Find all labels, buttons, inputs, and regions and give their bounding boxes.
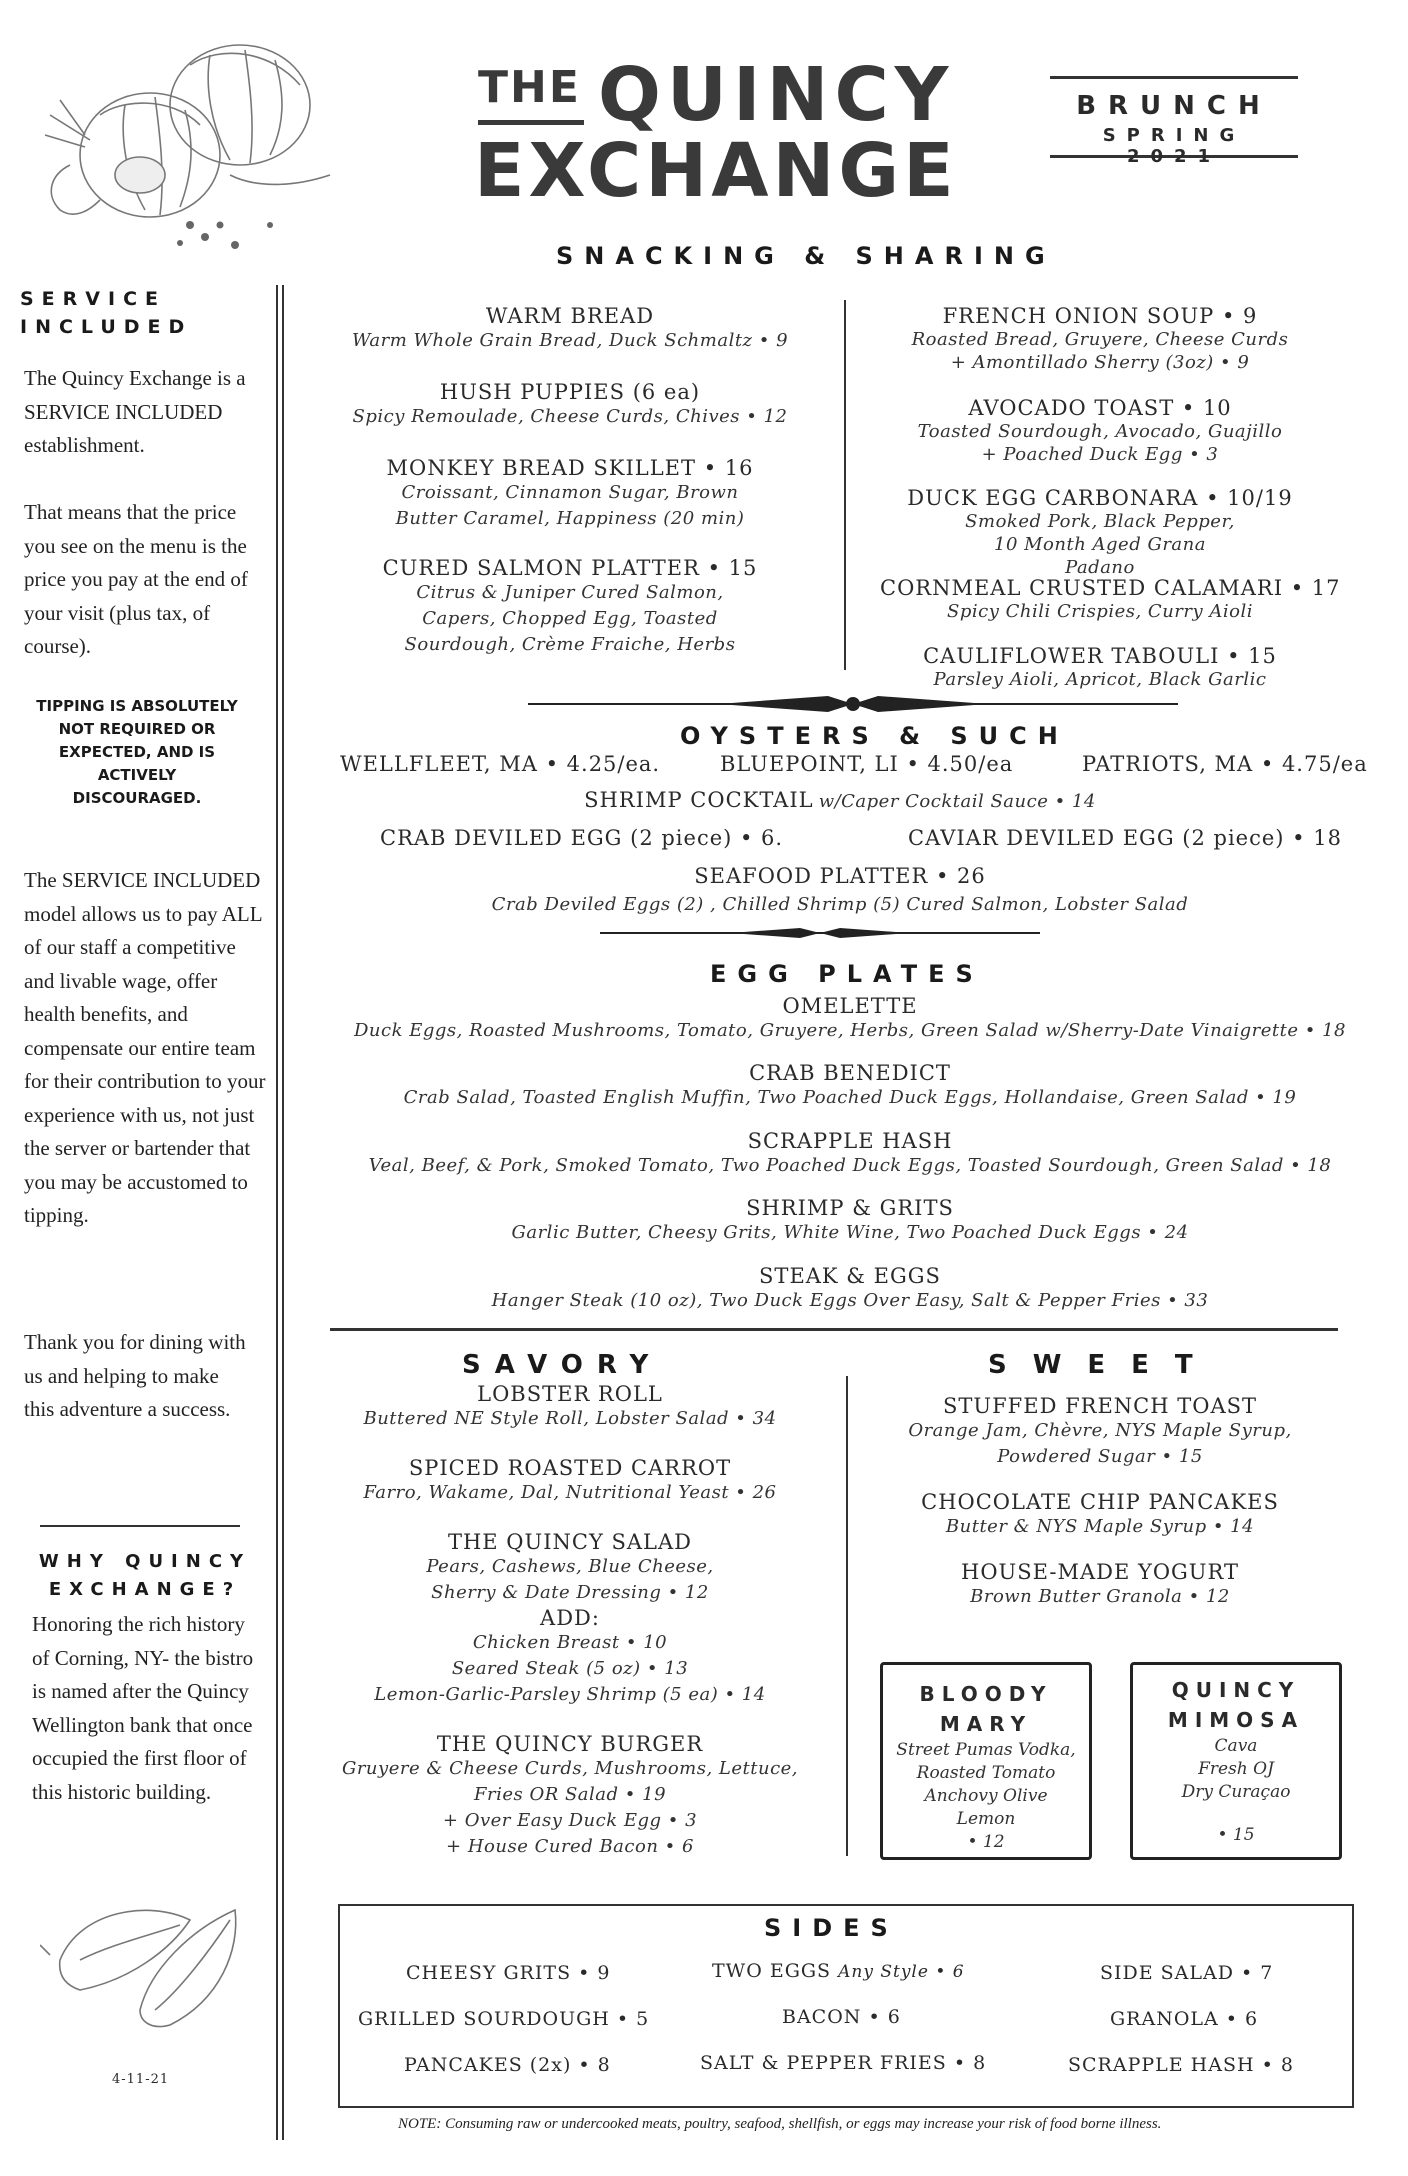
side-grilled-sourdough: GRILLED SOURDOUGH • 5 [358, 2008, 650, 2030]
pancakes-name: CHOCOLATE CHIP PANCAKES [921, 1490, 1279, 1514]
item-desc: Hanger Steak (10 oz), Two Duck Eggs Over Easy, Salt & Pepper Fries • 33 [491, 1290, 1209, 1311]
quincy-mimosa-box [1130, 1662, 1342, 1860]
item-desc: Spicy Remoulade, Cheese Curds, Chives • 12 [352, 406, 788, 427]
carrot-name: SPICED ROASTED CARROT [408, 1456, 732, 1480]
snack-avocado-toast [880, 396, 1320, 466]
add-steak: Seared Steak (5 oz) • 13 [451, 1658, 689, 1679]
item-name: AVOCADO TOAST • 10 [968, 396, 1232, 420]
item-desc: Toasted Sourdough, Avocado, Guajillo + Poached Duck Egg • 3 [917, 421, 1283, 465]
burger-add-egg: + Over Easy Duck Egg • 3 [442, 1810, 698, 1831]
service-paragraph-4: Thank you for dining with us and helping to make this adventure a success. [24, 1330, 246, 1421]
item-desc: Crab Salad, Toasted English Muffin, Two Poached Duck Eggs, Hollandaise, Green Salad • 19 [403, 1087, 1297, 1108]
item-desc: Croissant, Cinnamon Sugar, Brown Butter Caramel, Happiness (20 min) [395, 482, 745, 529]
oyster-patriots: PATRIOTS, MA • 4.75/ea [1082, 752, 1368, 776]
bloody-heading-2: MARY [939, 1712, 1033, 1736]
service-paragraph-3: The SERVICE INCLUDED model allows us to pay ALL of our staff a competitive and livable wage, offer health benefits, and compensate our entire team for their contribution to your experience with us, not just the server or bartender that you may be accustomed to tipping. [24, 868, 266, 1227]
ornamental-divider [528, 692, 1178, 716]
snacking-heading: SNACKING & SHARING [556, 242, 1056, 270]
sidebar [0, 285, 270, 341]
item-name: SHRIMP & GRITS [746, 1196, 954, 1220]
snack-hush-puppies [330, 380, 810, 430]
egg-divider [600, 926, 1040, 940]
side-scrapple-hash: SCRAPPLE HASH • 8 [1068, 2054, 1294, 2076]
savory-heading: SAVORY [462, 1350, 663, 1380]
oyster-seafood-platter [440, 864, 1240, 918]
bloody-line-3: Anchovy Olive [924, 1786, 1048, 1806]
why-quincy-heading: WHY QUINCY EXCHANGE? [38, 1551, 252, 1600]
lobster-roll-name: LOBSTER ROLL [477, 1382, 663, 1406]
menu-name: BRUNCH [1076, 91, 1272, 121]
add-label: ADD: [540, 1606, 600, 1630]
savory-section [320, 1382, 820, 1860]
item-name: CRAB BENEDICT [749, 1061, 951, 1085]
item-name: DUCK EGG CARBONARA • 10/19 [907, 486, 1293, 510]
garlic-clove-illustration [40, 1890, 250, 2040]
egg-bottom-rule [330, 1328, 1338, 1331]
savory-sweet-divider [846, 1376, 848, 1856]
carrot-desc: Farro, Wakame, Dal, Nutritional Yeast • 26 [363, 1482, 777, 1503]
why-quincy-text: Honoring the rich history of Corning, NY- the bistro is named after the Quincy Wellington bank that once occupied the first floor of this historic building. [32, 1612, 254, 1804]
item-name: STEAK & EGGS [759, 1264, 941, 1288]
side-two-eggs [712, 1960, 965, 1982]
item-desc: Smoked Pork, Black Pepper, 10 Month Aged Grana Padano [965, 511, 1235, 578]
bloody-price: • 12 [967, 1832, 1005, 1852]
menu-season: SPRING 2021 [1102, 125, 1246, 167]
quincy-salad-desc-2: Sherry & Date Dressing • 12 [431, 1582, 709, 1603]
french-toast-desc-1: Orange Jam, Chèvre, NYS Maple Syrup, [908, 1420, 1292, 1441]
french-toast-name: STUFFED FRENCH TOAST [943, 1394, 1257, 1418]
egg-scrapple-hash [330, 1129, 1370, 1179]
egg-omelette [330, 994, 1370, 1044]
french-toast-desc-2: Powdered Sugar • 15 [997, 1446, 1203, 1467]
sidebar-vertical-rule-1 [276, 285, 278, 2140]
item-name: MONKEY BREAD SKILLET • 16 [386, 456, 754, 480]
oyster-caviar-deviled-egg: CAVIAR DEVILED EGG (2 piece) • 18 [908, 826, 1342, 850]
side-bacon: BACON • 6 [782, 2006, 901, 2028]
snack-calamari [880, 576, 1341, 623]
add-shrimp: Lemon-Garlic-Parsley Shrimp (5 ea) • 14 [374, 1684, 766, 1705]
mimosa-price: • 15 [1217, 1825, 1255, 1845]
item-desc: Crab Deviled Eggs (2) , Chilled Shrimp (5) Cured Salmon, Lobster Salad [491, 894, 1189, 915]
sidebar-vertical-rule-2 [282, 285, 284, 2140]
item-desc: Parsley Aioli, Apricot, Black Garlic [933, 669, 1267, 690]
bloody-heading-1: BLOODY [919, 1682, 1053, 1706]
pancakes-desc: Butter & NYS Maple Syrup • 14 [945, 1516, 1255, 1537]
item-name: HUSH PUPPIES (6 ea) [439, 380, 701, 404]
logo-exchange: EXCHANGE [474, 128, 958, 214]
item-name: TWO EGGS [712, 1960, 832, 1982]
item-name: CORNMEAL CRUSTED CALAMARI • 17 [880, 576, 1341, 600]
mimosa-heading-1: QUINCY [1171, 1678, 1301, 1702]
snack-warm-bread [330, 304, 810, 354]
egg-crab-benedict [330, 1061, 1370, 1111]
bloody-line-2: Roasted Tomato [916, 1763, 1056, 1783]
item-desc: Any Style • 6 [838, 1962, 965, 1982]
item-desc: Warm Whole Grain Bread, Duck Schmaltz • 9 [351, 330, 789, 351]
item-desc: Spicy Chili Crispies, Curry Aioli [947, 601, 1253, 622]
quincy-burger-desc-2: Fries OR Salad • 19 [473, 1784, 667, 1805]
item-desc: Citrus & Juniper Cured Salmon, Capers, Chopped Egg, Toasted Sourdough, Crème Fraiche, Herbs [404, 582, 736, 655]
side-salad: SIDE SALAD • 7 [1100, 1962, 1274, 1984]
oyster-wellfleet: WELLFLEET, MA • 4.25/ea. [340, 752, 661, 776]
item-desc: Roasted Bread, Gruyere, Cheese Curds + Amontillado Sherry (3oz) • 9 [911, 329, 1289, 373]
item-name: SEAFOOD PLATTER • 26 [694, 864, 986, 888]
add-chicken: Chicken Breast • 10 [472, 1632, 668, 1653]
quincy-burger-desc-1: Gruyere & Cheese Curds, Mushrooms, Lettuce, [341, 1758, 799, 1779]
tipping-notice: TIPPING IS ABSOLUTELY NOT REQUIRED OR EXPECTED, AND IS ACTIVELY DISCOURAGED. [36, 697, 238, 807]
item-desc: Garlic Butter, Cheesy Grits, White Wine, Two Poached Duck Eggs • 24 [511, 1222, 1189, 1243]
mimosa-line-1: Cava [1214, 1736, 1258, 1756]
food-safety-note: NOTE: Consuming raw or undercooked meats, poultry, seafood, shellfish, or eggs may increase your risk of food borne illness. [398, 2116, 1162, 2132]
side-cheesy-grits: CHEESY GRITS • 9 [406, 1962, 611, 1984]
item-name: WARM BREAD [485, 304, 655, 328]
egg-plates-heading: EGG PLATES [710, 960, 984, 988]
logo-the: THE [478, 62, 581, 113]
snack-cured-salmon [350, 556, 790, 658]
logo-quincy: QUINCY [598, 52, 955, 138]
item-desc: Duck Eggs, Roasted Mushrooms, Tomato, Gruyere, Herbs, Green Salad w/Sherry-Date Vinaigrette • 18 [353, 1020, 1347, 1041]
logo-underline [478, 120, 584, 125]
side-granola: GRANOLA • 6 [1110, 2008, 1259, 2030]
bloody-line-4: Lemon [956, 1809, 1016, 1829]
item-name: SHRIMP COCKTAIL [584, 788, 814, 812]
yogurt-name: HOUSE-MADE YOGURT [961, 1560, 1239, 1584]
snacking-column-divider [844, 300, 846, 670]
garlic-illustration [30, 25, 350, 265]
snack-monkey-bread [350, 456, 790, 532]
sweet-section [870, 1394, 1330, 1610]
item-desc: w/Caper Cocktail Sauce • 14 [818, 791, 1096, 812]
menu-date: 4-11-21 [112, 2072, 170, 2087]
oyster-shrimp-cocktail [440, 788, 1240, 815]
burger-add-bacon: + House Cured Bacon • 6 [446, 1836, 694, 1857]
oyster-crab-deviled-egg: CRAB DEVILED EGG (2 piece) • 6. [380, 826, 784, 850]
menu-title-box [1050, 76, 1298, 167]
service-paragraph-2: That means that the price you see on the menu is the price you pay at the end of your visit (plus tax, of course). [24, 500, 248, 658]
mimosa-heading-2: MIMOSA [1167, 1708, 1305, 1732]
item-name: CURED SALMON PLATTER • 15 [382, 556, 758, 580]
snack-french-onion [880, 304, 1320, 374]
side-salt-pepper-fries: SALT & PEPPER FRIES • 8 [700, 2052, 987, 2074]
quincy-salad-desc-1: Pears, Cashews, Blue Cheese, [426, 1556, 714, 1577]
mimosa-line-2: Fresh OJ [1198, 1759, 1274, 1779]
service-paragraph-1: The Quincy Exchange is a SERVICE INCLUDED establishment. [24, 366, 246, 457]
oyster-bluepoint: BLUEPOINT, LI • 4.50/ea [720, 752, 1014, 776]
item-name: FRENCH ONION SOUP • 9 [942, 304, 1258, 328]
mimosa-line-3: Dry Curaçao [1181, 1782, 1291, 1802]
yogurt-desc: Brown Butter Granola • 12 [970, 1586, 1230, 1607]
lobster-roll-desc: Buttered NE Style Roll, Lobster Salad • 34 [363, 1408, 777, 1429]
service-included-heading: SERVICE INCLUDED [20, 288, 193, 338]
snack-duck-egg-carbonara [880, 486, 1320, 579]
item-desc: Veal, Beef, & Pork, Smoked Tomato, Two Poached Duck Eggs, Toasted Sourdough, Green Salad • 18 [368, 1155, 1332, 1176]
egg-steak-eggs [330, 1264, 1370, 1314]
bloody-line-1: Street Pumas Vodka, [896, 1740, 1076, 1760]
item-name: SCRAPPLE HASH [747, 1129, 953, 1153]
bloody-mary-box [880, 1662, 1092, 1860]
item-name: CAULIFLOWER TABOULI • 15 [923, 644, 1277, 668]
egg-shrimp-grits [330, 1196, 1370, 1246]
sidebar-divider [40, 1525, 240, 1527]
snack-cauliflower-tabouli [880, 644, 1320, 691]
sides-heading: SIDES [764, 1914, 899, 1942]
quincy-salad-name: THE QUINCY SALAD [447, 1530, 693, 1554]
oysters-heading: OYSTERS & SUCH [680, 722, 1069, 750]
sweet-heading: SWEET [988, 1350, 1219, 1380]
item-name: OMELETTE [782, 994, 918, 1018]
quincy-burger-name: THE QUINCY BURGER [436, 1732, 704, 1756]
side-pancakes: PANCAKES (2x) • 8 [404, 2054, 611, 2076]
